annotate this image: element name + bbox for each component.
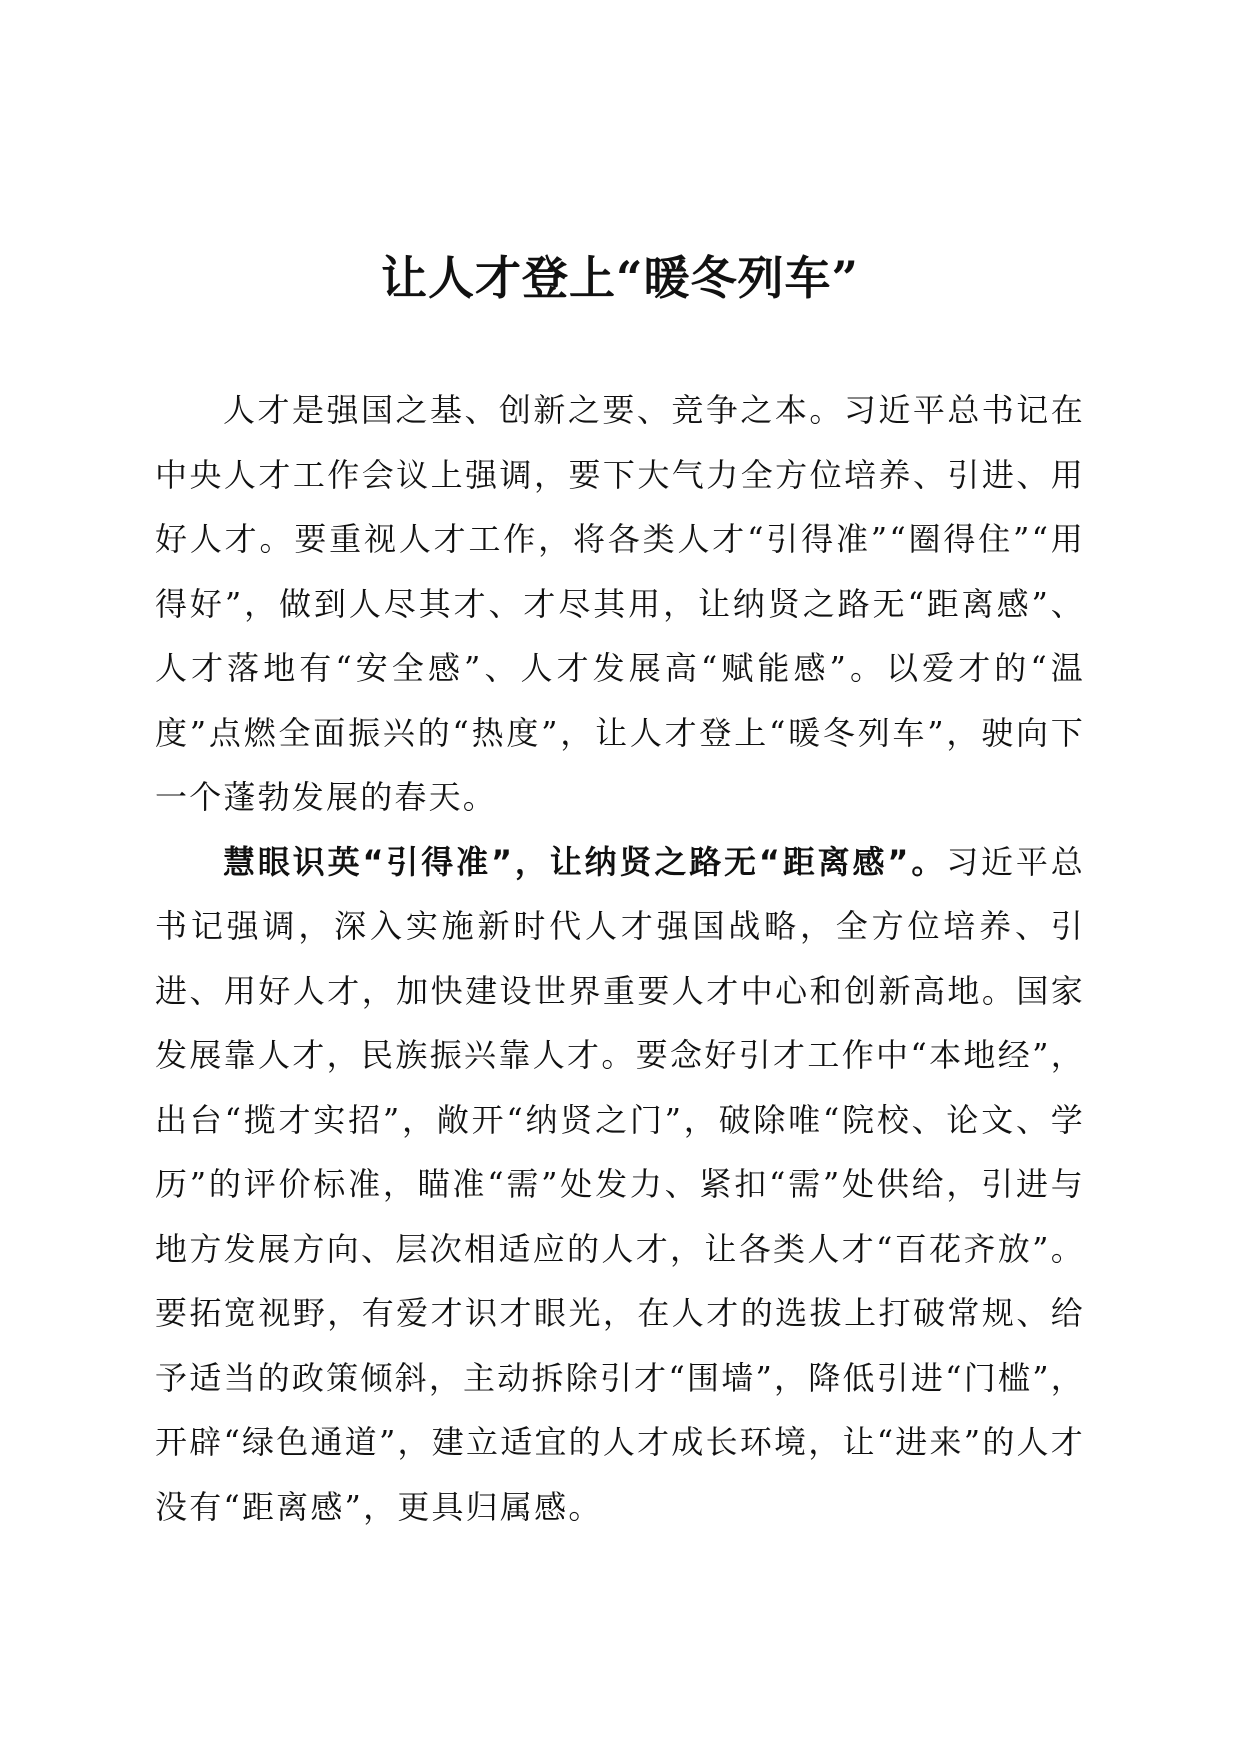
paragraph-text: 人才是强国之基、创新之要、竞争之本。习近平总书记在中央人才工作会议上强调，要下大气力全方位培养、引进、用好人才。要重视人才工作，将各类人才“引得准”“圈得住”“用得好”，做到人尽其才、才尽其用，让纳贤之路无“距离感”、人才落地有“安全感”、人才发展高“赋能感”。以爱才的“温度”点燃全面振兴的“热度”，让人才登上“暖冬列车”，驶向下一个蓬勃发展的春天。: [155, 391, 1085, 816]
paragraph-intro: [155, 378, 1085, 830]
document-title: 让人才登上“暖冬列车”: [381, 251, 859, 305]
document-body: [155, 378, 1085, 1539]
paragraph-text: 习近平总书记强调，深入实施新时代人才强国战略，全方位培养、引进、用好人才，加快建设世界重要人才中心和创新高地。国家发展靠人才，民族振兴靠人才。要念好引才工作中“本地经”，出台“揽才实招”，敞开“纳贤之门”，破除唯“院校、论文、学历”的评价标准，瞄准“需”处发力、紧扣“需”处供给，引进与地方发展方向、层次相适应的人才，让各类人才“百花齐放”。要拓宽视野，有爱才识才眼光，在人才的选拔上打破常规、给予适当的政策倾斜，主动拆除引才“围墙”，降低引进“门槛”，开辟“绿色通道”，建立适宜的人才成长环境，让“进来”的人才没有“距离感”，更具归属感。: [155, 842, 1085, 1526]
paragraph-lead: 慧眼识英“引得准”，让纳贤之路无“距离感”。: [223, 842, 947, 881]
paragraph-section-1: [155, 830, 1085, 1540]
